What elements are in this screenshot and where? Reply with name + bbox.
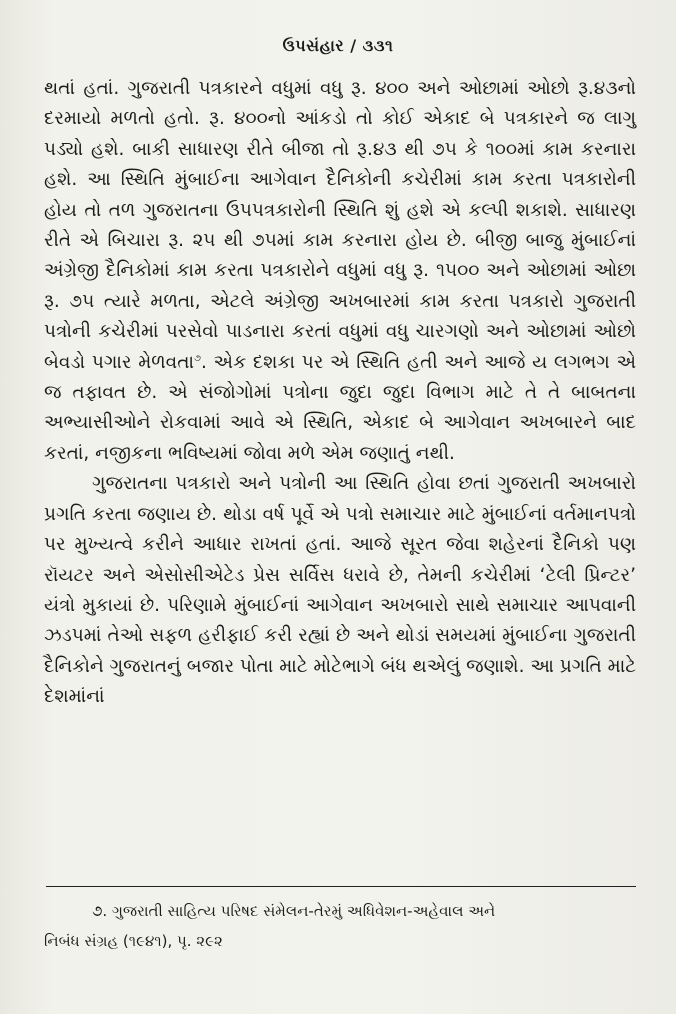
- footnote-line-2: નિબંધ સંગ્રહ (૧૯૪૧), પૃ. ૨૯૨: [44, 932, 223, 950]
- paragraph-1-tail: . એક દશકા પર એ સ્થિતિ હતી અને આજે ય લગભગ એ જ તફાવત છે. એ સંજોગોમાં પત્રોના જુદા જુદા વિભાગ માટે તે તે બાબતના અભ્યાસીઓને રોકવામાં આવે એ સ્થિતિ, એકાદ બે આગેવાન અખબારને બાદ કરતાં, નજીકના ભવિષ્યમાં જોવા મળે એમ જણાતું નથી.: [44, 351, 636, 464]
- footnote-reference: ૭: [194, 352, 201, 364]
- footnote-divider: [46, 886, 636, 887]
- paragraph-1: [44, 74, 636, 469]
- running-head: ઉપસંહાર / ૩૩૧: [282, 36, 394, 55]
- paragraph-2: ગુજરાતના પત્રકારો અને પત્રોની આ સ્થિતિ હોવા છતાં ગુજરાતી અખબારો પ્રગતિ કરતા જણાય છે. થોડા વર્ષ પૂર્વે એ પત્રો સમાચાર માટે મુંબાઈનાં વર્તમાનપત્રો પર મુખ્યત્વે કરીને આધાર રાખતાં હતાં. આજે સૂરત જેવા શહેરનાં દૈનિકો પણ રૉયટર અને એસોસીએટેડ પ્રેસ સર્વિસ ધરાવે છે, તેમની કચેરીમાં ‘ટેલી પ્રિન્ટર’ યંત્રો મુકાયાં છે. પરિણામે મુંબાઈનાં આગેવાન અખબારો સાથે સમાચાર આપવાની ઝડપમાં તેઓ સફળ હરીફાઈ કરી રહ્યાં છે અને થોડાં સમયમાં મુંબાઈના ગુજરાતી દૈનિકોને ગુજરાતનું બજાર પોતા માટે મોટેભાગે બંધ થએલું જણાશે. આ પ્રગતિ માટે દેશમાંનાં: [44, 473, 636, 708]
- body-text: [44, 74, 636, 713]
- footnote-line-1: ૭. ગુજરાતી સાહિત્ય પરિષદ સંમેલન-તેરમું અધિવેશન-અહેવાલ અને: [92, 902, 496, 920]
- footnote: [44, 896, 636, 956]
- paragraph-1-text: થતાં હતાં. ગુજરાતી પત્રકારને વધુમાં વધુ રૂ. ૪૦૦ અને ઓછામાં ઓછો રૂ.૪૩નો દરમાયો મળતો હતો. રૂ. ૪૦૦નો આંકડો તો કોઈ એકાદ બે પત્રકારને જ લાગુ પડ્યો હશે. બાકી સાધારણ રીતે બીજા તો રૂ.૪૩ થી ૭૫ કે ૧૦૦માં કામ કરનારા હશે. આ સ્થિતિ મુંબાઈના આગેવાન દૈનિકોની કચેરીમાં કામ કરતા પત્રકારોની હોય તો તળ ગુજરાતના ઉપપત્રકારોની સ્થિતિ શું હશે એ કલ્પી શકાશે. સાધારણ રીતે એ બિચારા રૂ. ૨૫ થી ૭૫માં કામ કરનારા હોય છે. બીજી બાજુ મુંબાઈનાં અંગ્રેજી દૈનિકોમાં કામ કરતા પત્રકારોને વધુમાં વધુ રૂ. ૧૫૦૦ અને ઓછામાં ઓછા રૂ. ૭૫ ત્યારે મળતા, એટલે અંગ્રેજી અખબારમાં કામ કરતા પત્રકારો ગુજરાતી પત્રોની કચેરીમાં પરસેવો પાડનારા કરતાં વધુમાં વધુ ચારગણો અને ઓછામાં ઓછો બેવડો પગાર મેળવતા: [44, 78, 636, 373]
